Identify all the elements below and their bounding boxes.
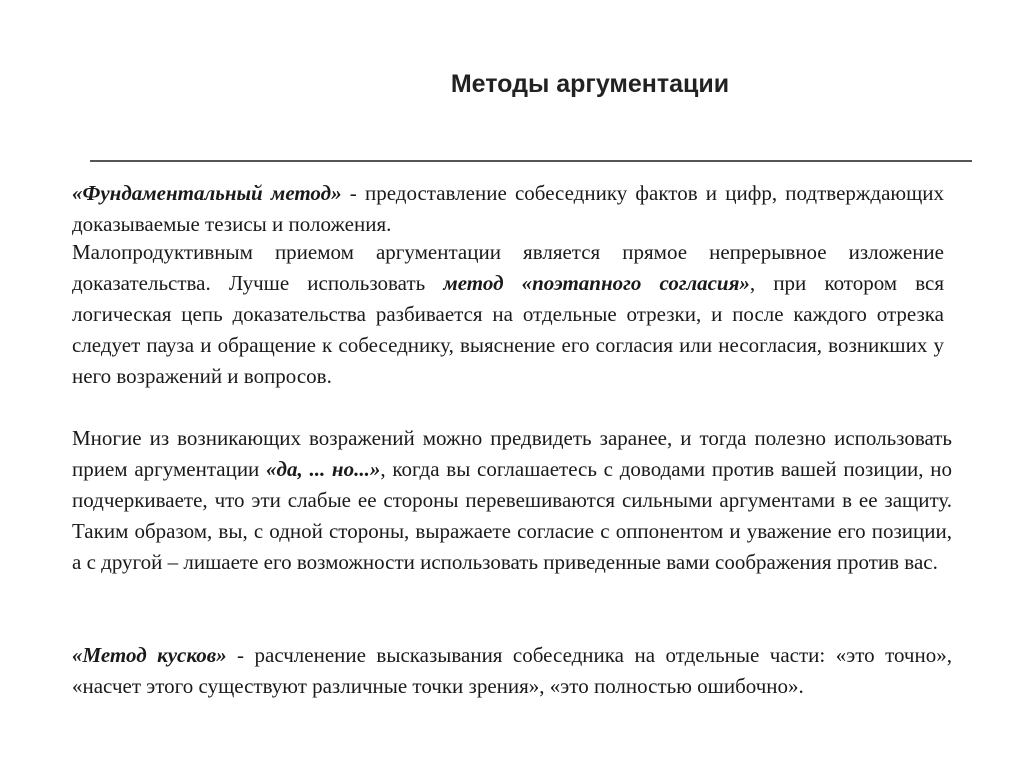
paragraph-text: - предоставление собеседнику фактов и цифр, подтверждающих доказываемые тезисы и положения. [72, 181, 945, 236]
paragraph-fundamental-method [72, 178, 944, 240]
slide-title: Методы аргументации [450, 70, 730, 98]
paragraph-yes-but [72, 423, 952, 578]
term-fundamental-method: «Фундаментальный метод» [72, 181, 342, 205]
paragraph-chunks-method [72, 640, 952, 702]
term-stepwise-agreement: метод «поэтапного согласия» [443, 271, 750, 295]
term-yes-but: «да, ... но...» [266, 457, 381, 481]
paragraph-text-before: Многие из возникающих возражений можно предвидеть заранее, и тогда полезно использовать прием аргументации [72, 426, 952, 481]
term-chunks-method: «Метод кусков» [72, 643, 227, 667]
paragraph-text: - расчленение высказывания собеседника на отдельные части: «это точно», «насчет этого существуют различные точки зрения», «это полностью ошибочно». [72, 643, 952, 698]
paragraph-text-before: Малопродуктивным приемом аргументации является прямое непрерывное изложение доказательства. Лучше использовать [72, 240, 944, 295]
title-divider [90, 160, 972, 162]
paragraph-text-after: , когда вы соглашаетесь с доводами против вашей позиции, но подчеркиваете, что эти слабые ее стороны перевешиваются сильными аргументами в ее защиту. Таким образом, вы, с одной стороны, выражаете согласие с оппонентом и уважение его позиции, а с другой – лишаете его возможности использовать приведенные вами соображения против вас. [72, 457, 953, 574]
paragraph-stepwise-agreement [72, 237, 944, 392]
paragraph-text-after: , при котором вся логическая цепь доказательства разбивается на отдельные отрезки, и после каждого отрезка следует пауза и обращение к собеседнику, выяснение его согласия или несогласия, возникших у него возражений и вопросов. [72, 271, 945, 388]
